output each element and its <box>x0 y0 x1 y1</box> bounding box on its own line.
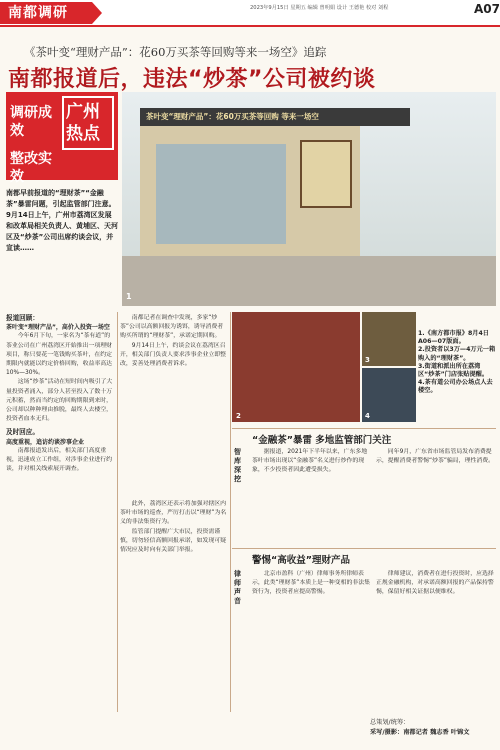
photo-4-number: 4 <box>365 412 370 420</box>
page-number: A07 <box>474 2 500 16</box>
section-1-rule <box>232 428 496 429</box>
photo-tea-boxes <box>232 312 360 422</box>
photo-notice <box>362 312 416 366</box>
col3-paragraph-1: 此外，荔湾区还表示将加强对辖区内茶叶市场的巡查，严厉打击以“理财”为名义的非法集资行为。 <box>120 501 227 526</box>
tag-box-line-1: 广州 <box>66 102 100 122</box>
article-subtitle: 《茶叶变“理财产品”：花60万买茶等回购等来一场空》追踪 <box>24 45 327 59</box>
section-1-paragraph-2: 同年9月，广东省市场监管局发布消费提示，提醒消费者警惕“炒茶”骗局，理性消费。 <box>376 449 495 465</box>
shop-poster <box>300 140 352 208</box>
section-1-label: 智库深挖 <box>234 448 241 483</box>
caption-3: 3.街道和派出所在荔湾区“炒茶”门店张贴提醒。 <box>418 362 489 379</box>
section-1-col-1 <box>252 448 372 548</box>
section-2-col-1 <box>252 570 372 710</box>
response-subheading: 高度重视，追访约谈涉事企业 <box>6 438 85 446</box>
column-3 <box>120 500 228 700</box>
recap-subheading: 茶叶变“理财产品”，高价入投资一场空 <box>6 324 110 332</box>
section-1-paragraph-1: 据报道，2021年下半年以来，广东多地茶叶市场出现以“金融茶”名义进行炒作的现象，不少投资者因此遭受损失。 <box>252 449 368 474</box>
caption-4: 4.茶有道公司办公场点人去楼空。 <box>418 379 493 395</box>
tag-line-2: 整改实效 <box>10 151 52 185</box>
section-1-title: “金融茶”暴雷 多地监管部门关注 <box>252 435 392 446</box>
photo-office <box>362 368 416 422</box>
recap-heading: 报道回顾： <box>6 314 39 322</box>
column-divider-1 <box>117 312 118 712</box>
col3-paragraph-2: 监管部门提醒广大市民，投资需谨慎，切勿轻信高额回报承诺，如发现可疑情况应及时向有关部门举报。 <box>120 528 227 554</box>
credits-line-1: 总策划/统筹： <box>370 719 410 726</box>
col2-paragraph-2: 9月14日上午，约谈会议在荔湾区召开，相关部门负责人要求涉事企业立即整改，妥善处理消费者诉求。 <box>120 342 227 368</box>
photo-3-number: 3 <box>365 356 370 364</box>
tag-line-1: 调研成效 <box>10 105 52 139</box>
credits-line-2: 采写/摄影：南都记者 魏志香 叶锦文 <box>370 729 470 736</box>
section-2-rule <box>232 548 496 549</box>
section-2-paragraph-2: 律师建议，消费者在进行投资时，应选择正规金融机构，对承诺高额回报的产品保持警惕，保留好相关证据以便维权。 <box>376 571 494 596</box>
section-2-label: 律师声音 <box>234 570 241 605</box>
pavement <box>122 256 496 306</box>
recap-paragraph-1: 今年6月下旬，一家名为“茶有道”的茶业公司在广州荔湾区开始推出一项理财项目，称只要花一笔钱购买茶叶，在约定期限内就能以约定价格回购，收益率高达10%—30%。 <box>6 333 113 377</box>
section-2-title: 警惕“高收益”理财产品 <box>252 555 350 566</box>
photo-number: 1 <box>126 292 132 301</box>
tag-box-line-2: 热点 <box>66 124 100 144</box>
section-2-paragraph-1: 北京市盈科（广州）律师事务所律师表示，此类“理财茶”本质上是一种变相的非法集资行为，投资者应提高警惕。 <box>252 571 371 596</box>
photo-captions <box>418 330 496 396</box>
photo-2-number: 2 <box>236 412 241 420</box>
response-heading: 及时回应。 <box>6 428 39 437</box>
section-1-col-2 <box>376 448 496 548</box>
page-meta: 2023年9月15日 星期五 编辑 曾明娟 设计 王德艳 校对 刘程 <box>250 5 389 11</box>
response-paragraph: 南都报道发出后，相关部门高度重视，迅速成立工作组，对涉事企业进行约谈，并对相关线索展开调查。 <box>6 447 113 473</box>
header-divider <box>0 25 500 27</box>
article-headline: 南都报道后，违法“炒茶”公司被约谈 <box>8 67 376 92</box>
shop-window <box>156 144 286 244</box>
credits <box>370 718 496 738</box>
section-tab: 南都调研 <box>0 2 92 24</box>
column-divider-2 <box>230 312 231 712</box>
intro-paragraph: 南都早前报道的“理财茶”“金融茶”暴雷问题，引起监管部门注意。9月14日上午，广州市荔湾区发展和改革局相关负责人、黄埔区、天河区及“炒茶”公司出席约谈会议，并宣读…… <box>6 189 118 252</box>
newspaper-sign: 茶叶变“理财产品”：花60万买茶等回购 等来一场空 <box>140 108 410 126</box>
column-1 <box>6 314 114 714</box>
caption-2: 2.投资者以3万—4万元一箱购入的“理财茶”。 <box>418 346 496 362</box>
caption-1: 1.《南方都市报》8月4日A06—07版面。 <box>418 330 489 346</box>
recap-paragraph-2: 这场“炒茶”活动在短时间内吸引了大量投资者涌入，部分人甚至投入了数十万元积蓄，然而当约定的回购期限到来时，公司却以种种理由推脱，最终人去楼空，投资者血本无归。 <box>6 379 113 423</box>
col2-paragraph-1: 南都记者在调查中发现，多家“炒茶”公司以高额回报为诱饵，诱导消费者购买所谓的“理财茶”，承诺定期回购。 <box>120 315 224 340</box>
section-2-col-2 <box>376 570 496 710</box>
